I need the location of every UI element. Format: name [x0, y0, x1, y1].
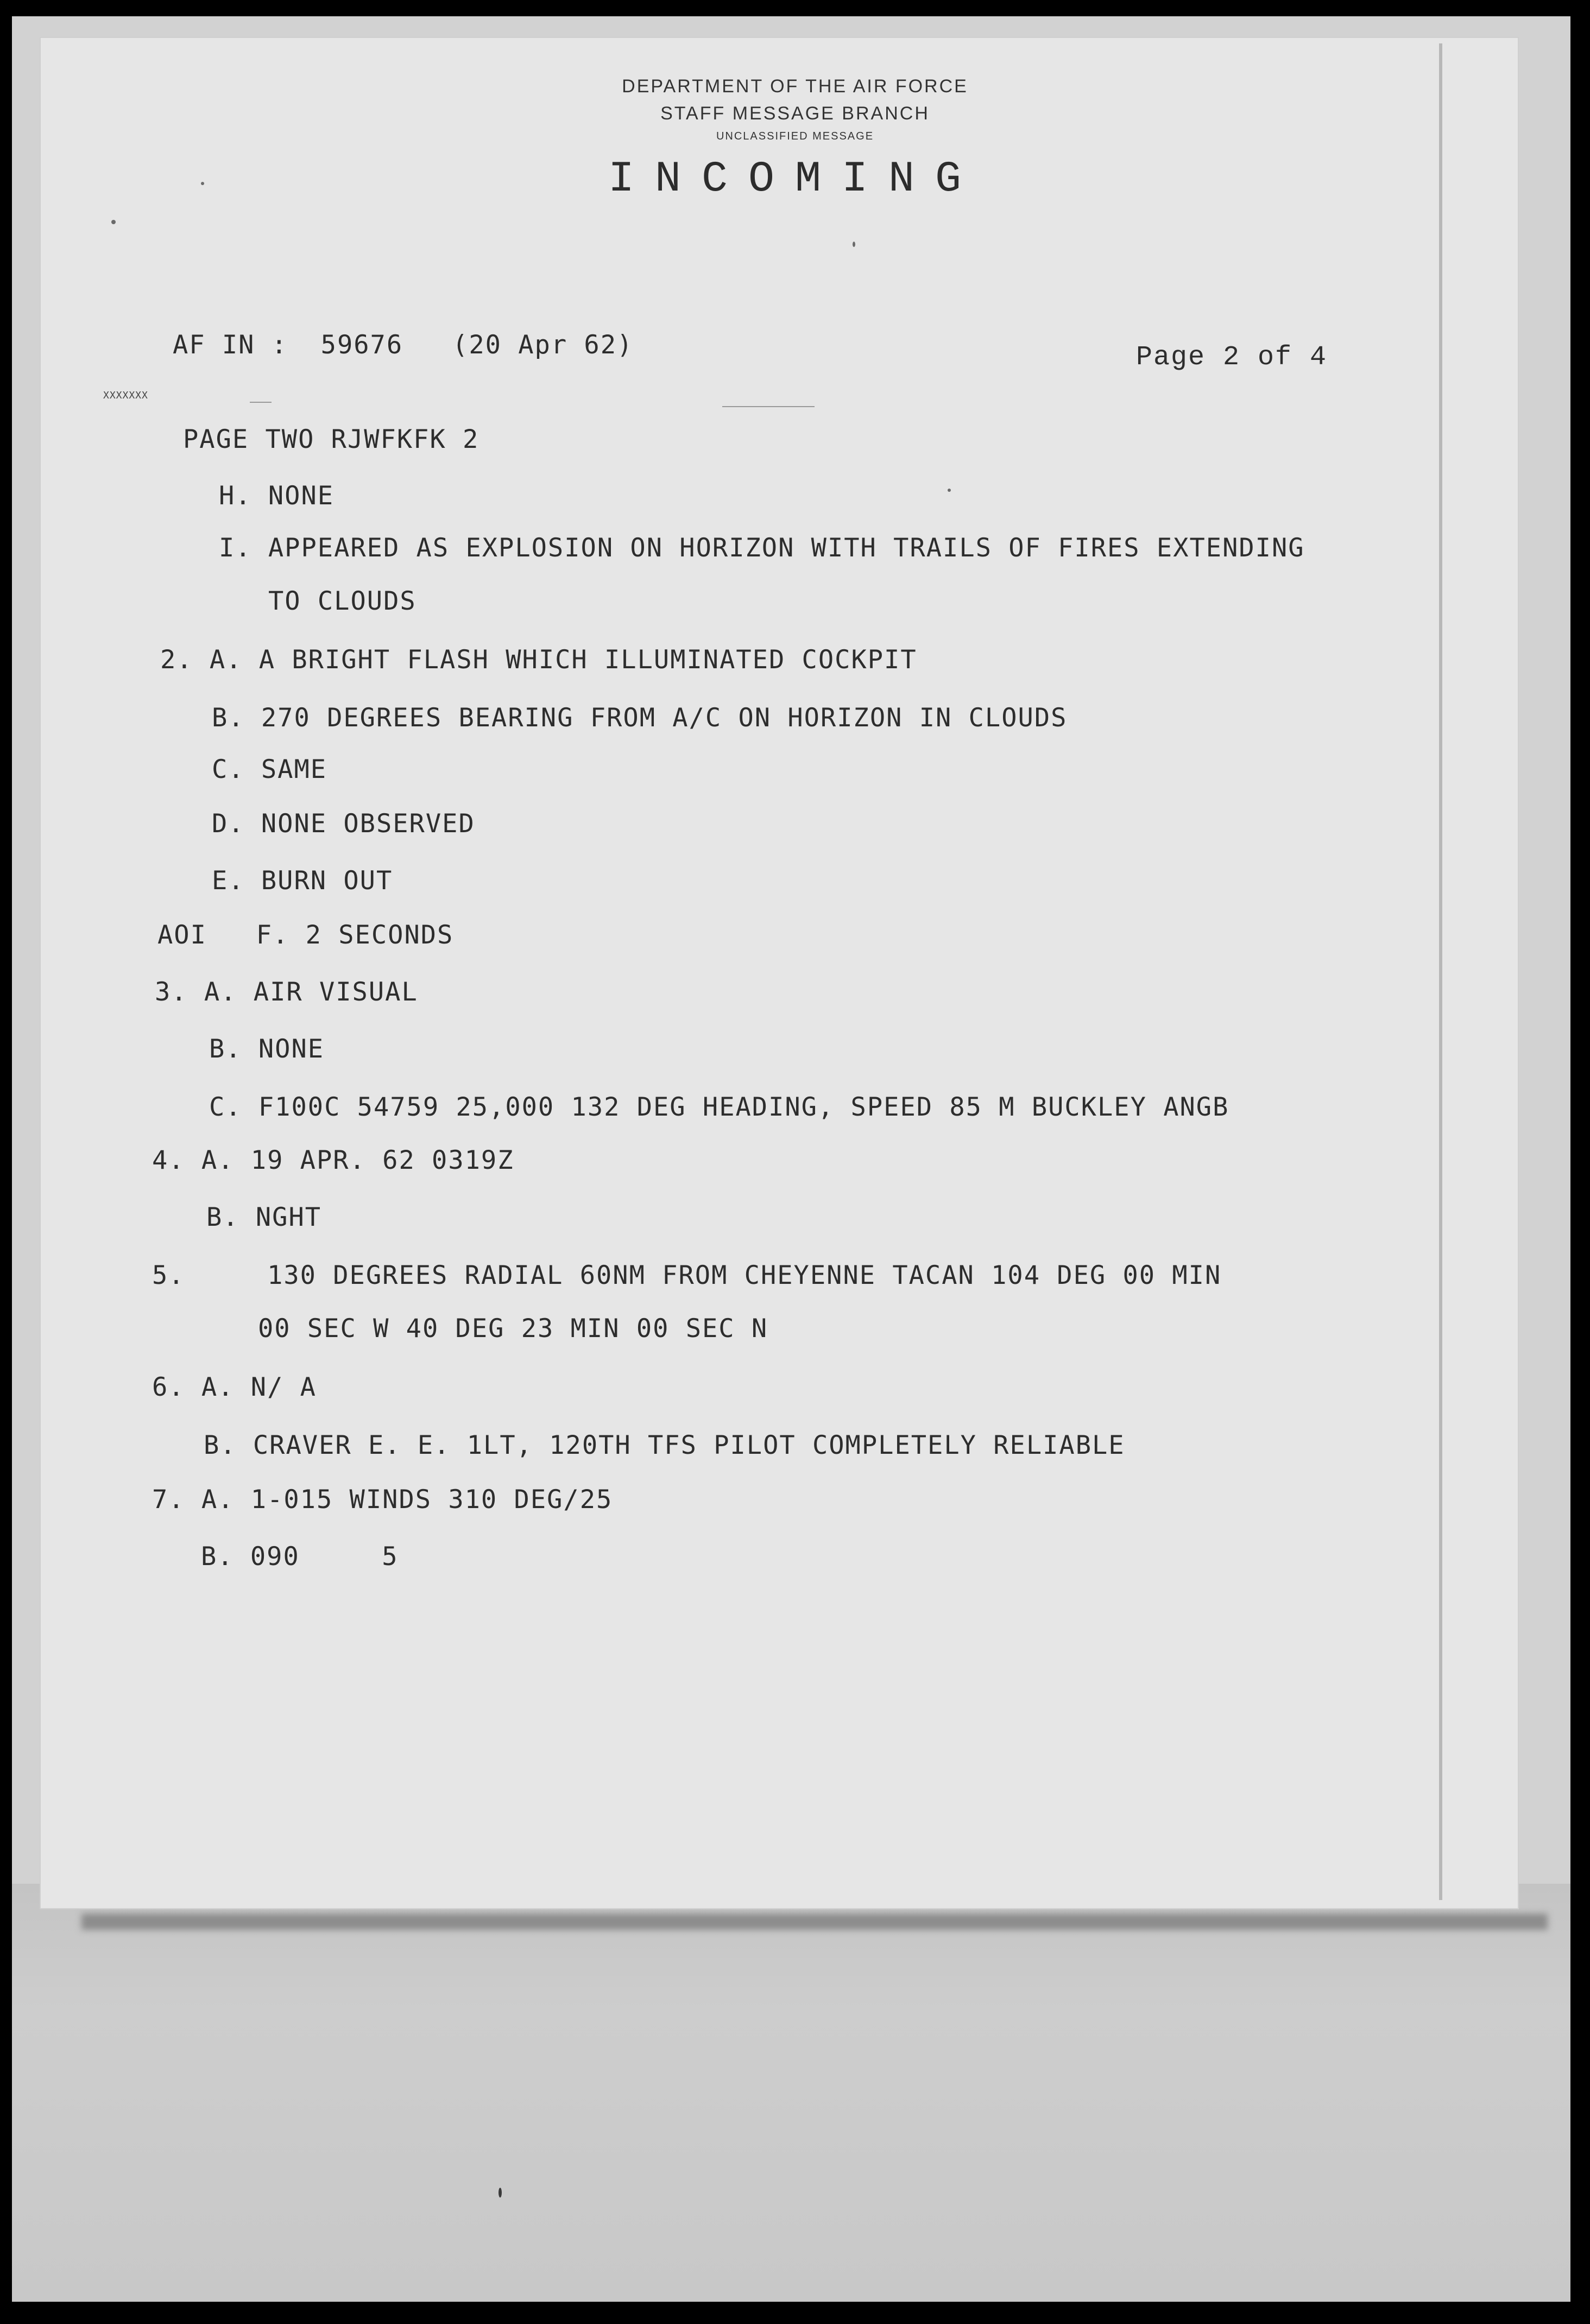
message-line-2b: B. 270 DEGREES BEARING FROM A/C ON HORIZON IN CLOUDS — [212, 703, 1068, 733]
af-in-reference: AF IN : 59676 (20 Apr 62) — [173, 330, 634, 360]
message-line-2f: AOI F. 2 SECONDS — [157, 920, 454, 950]
message-line-5-cont: 00 SEC W 40 DEG 23 MIN 00 SEC N — [258, 1314, 768, 1344]
message-line-i-cont: TO CLOUDS — [268, 586, 417, 616]
message-line-6a: 6. A. N/ A — [152, 1372, 317, 1402]
message-line-i: I. APPEARED AS EXPLOSION ON HORIZON WITH TRAILS OF FIRES EXTENDING — [219, 533, 1305, 563]
message-line-4a: 4. A. 19 APR. 62 0319Z — [152, 1145, 514, 1175]
message-line-h: H. NONE — [219, 481, 335, 511]
rule-mark — [722, 406, 815, 407]
message-line-2e: E. BURN OUT — [212, 866, 393, 896]
film-speck — [948, 489, 951, 492]
film-speck — [499, 2188, 502, 2198]
message-line-page-two: PAGE TWO RJWFKFK 2 — [183, 425, 479, 454]
page-edge-line — [1439, 43, 1442, 1900]
message-line-7a: 7. A. 1-015 WINDS 310 DEG/25 — [152, 1485, 613, 1515]
message-line-3b: B. NONE — [209, 1034, 325, 1064]
document-page — [41, 38, 1518, 1908]
message-line-3a: 3. A. AIR VISUAL — [155, 977, 418, 1007]
message-line-2d: D. NONE OBSERVED — [212, 809, 475, 839]
film-speck — [111, 220, 116, 224]
page-number: Page 2 of 4 — [1136, 342, 1328, 373]
mount-lower-area — [12, 1884, 1570, 2302]
message-line-2a: 2. A. A BRIGHT FLASH WHICH ILLUMINATED COCKPIT — [160, 645, 917, 675]
department-heading: DEPARTMENT OF THE AIR FORCE — [622, 76, 968, 97]
incoming-title: INCOMING — [608, 155, 982, 204]
message-line-5: 5. 130 DEGREES RADIAL 60NM FROM CHEYENNE TACAN 104 DEG 00 MIN — [152, 1261, 1222, 1290]
film-speck — [201, 182, 204, 185]
classification-heading: UNCLASSIFIED MESSAGE — [716, 130, 874, 142]
message-line-2c: C. SAME — [212, 755, 327, 784]
message-line-4b: B. NGHT — [206, 1202, 322, 1232]
marginal-mark: XXXXXXX — [103, 390, 148, 401]
rule-mark — [250, 402, 272, 403]
film-speck — [853, 242, 855, 247]
branch-heading: STAFF MESSAGE BRANCH — [660, 103, 930, 124]
message-line-7b: B. 090 5 — [201, 1542, 399, 1572]
message-line-6b: B. CRAVER E. E. 1LT, 120TH TFS PILOT COMPLETELY RELIABLE — [204, 1430, 1125, 1460]
message-line-3c: C. F100C 54759 25,000 132 DEG HEADING, SPEED 85 M BUCKLEY ANGB — [209, 1092, 1229, 1122]
page-shadow — [81, 1914, 1548, 1930]
